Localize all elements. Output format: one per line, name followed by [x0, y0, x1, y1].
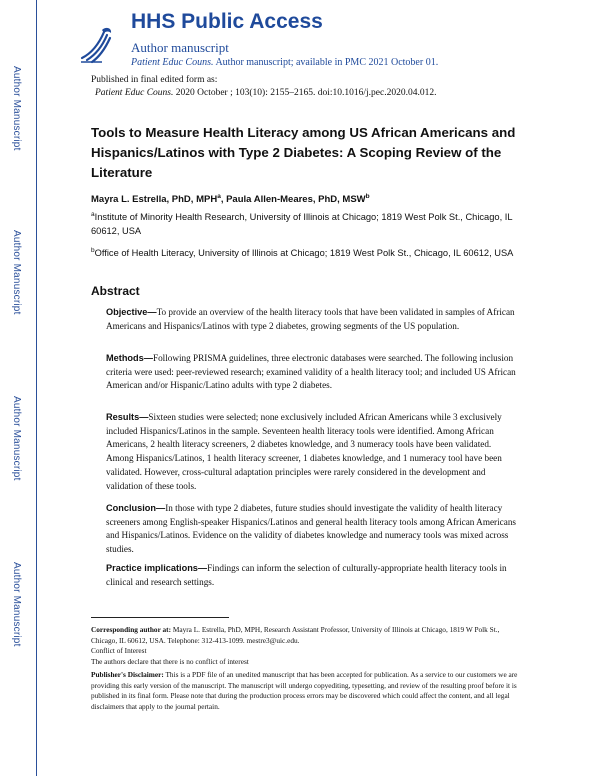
author-separator: ,: [220, 194, 227, 205]
objective-heading: Objective—: [106, 307, 157, 317]
corresponding-author-footnote: [91, 625, 521, 646]
affiliation-b-mark: b: [91, 246, 95, 254]
affiliation-a-mark: a: [91, 210, 95, 218]
affiliation-b-text: Office of Health Literacy, University of Illinois at Chicago; 1819 West Polk St., Chicago, IL 60612, USA: [94, 248, 514, 258]
hhs-eagle-logo-icon: [78, 24, 114, 64]
author-2-affil-mark: b: [365, 192, 370, 200]
citation: [95, 88, 436, 98]
results-text: Sixteen studies were selected; none exclusively included African Americans while 3 exclusively included Hispanics/Latinos in the sample. Seventeen health literacy tools were identified. Among African Americans, 2 health literacy screeners, 2 diabetes knowledge, and 3 numeracy tools have been validated. Among Hispanics/Latinos, 1 health literacy screener, 1 diabetes knowledge, and 1 numeracy tool have been validated. However, cross-cultural adaptation principles were rarely considered in the development and validation of these tools.: [106, 412, 502, 491]
sidebar-divider: [36, 0, 37, 776]
sidebar-label-3: Author Manuscript: [11, 396, 22, 481]
availability-line: [131, 57, 438, 68]
author-1: Mayra L. Estrella, PhD, MPH: [91, 194, 218, 205]
publisher-disclaimer-label: Publisher's Disclaimer:: [91, 670, 164, 679]
journal-abbrev: Patient Educ Couns.: [131, 57, 214, 68]
conflict-of-interest-text: The authors declare that there is no conflict of interest: [91, 657, 249, 666]
publisher-disclaimer: [91, 670, 521, 712]
objective-text: To provide an overview of the health literacy tools that have been validated in samples of African Americans and Hispanics/Latinos with type 2 diabetes, growing segments of the US population.: [106, 307, 515, 331]
abstract-practice-implications: [106, 562, 516, 589]
affiliation-a-text: Institute of Minority Health Research, University of Illinois at Chicago; 1819 West Polk St., Chicago, IL 60612, USA: [91, 212, 513, 236]
article-title: Tools to Measure Health Literacy among US African Americans and Hispanics/Latinos with Type 2 Diabetes: A Scoping Review of the Literature: [91, 125, 516, 180]
author-manuscript-subtitle: Author manuscript: [131, 40, 229, 55]
corresponding-author-label: Corresponding author at:: [91, 625, 172, 634]
hhs-public-access-title: HHS Public Access: [131, 10, 323, 33]
abstract-methods: [106, 352, 516, 393]
availability-text: Author manuscript; available in PMC 2021 October 01.: [215, 57, 439, 68]
published-label: Published in final edited form as:: [91, 75, 218, 85]
author-1-affil-mark: a: [217, 192, 221, 200]
author-list: [91, 194, 370, 205]
practice-implications-heading: Practice implications—: [106, 563, 208, 573]
citation-journal: Patient Educ Couns.: [95, 88, 174, 98]
methods-heading: Methods—: [106, 353, 153, 363]
sidebar-label-2: Author Manuscript: [11, 230, 22, 315]
sidebar-label-1: Author Manuscript: [11, 66, 22, 151]
practice-implications-text: Findings can inform the selection of culturally-appropriate health literacy tools in clinical and research settings.: [106, 563, 507, 587]
citation-details: 2020 October ; 103(10): 2155–2165. doi:10.1016/j.pec.2020.04.012.: [175, 88, 437, 98]
conclusion-heading: Conclusion—: [106, 503, 166, 513]
author-2: Paula Allen-Meares, PhD, MSW: [226, 194, 366, 205]
affiliation-a: [91, 210, 521, 238]
publisher-disclaimer-text: This is a PDF file of an unedited manuscript that has been accepted for publication. As a service to our customers we are providing this early version of the manuscript. The manuscript will undergo copyediting, typesetting, and review of the resulting proof before it is published in its final form. Please note that during the production process errors may be discovered which could affect the content, and all legal disclaimers that apply to the journal pertain.: [91, 670, 518, 711]
conclusion-text: In those with type 2 diabetes, future studies should investigate the validity of health literacy screeners among English-speaker Hispanics/Latinos and general health literacy tools among African Americans and Hispanics/Latinos. Evidence on the validity of diabetes knowledge and numeracy tools was mixed across studies.: [106, 503, 516, 555]
sidebar-label-4: Author Manuscript: [11, 562, 22, 647]
methods-text: Following PRISMA guidelines, three electronic databases were searched. The following inclusion criteria were used: peer-reviewed research; examined validity of a health literacy tool; and included US African American and/or Hispanic/Latino adults with type 2 diabetes.: [106, 353, 516, 391]
conflict-of-interest-label: Conflict of Interest: [91, 646, 147, 655]
corresponding-author-text: Mayra L. Estrella, PhD, MPH, Research Assistant Professor, University of Illinois at Chicago, 1819 W Polk St., Chicago, IL 60612, USA. Telephone: 312-413-1099. mestre3@uic.edu.: [91, 625, 500, 645]
footnote-rule: [91, 617, 229, 618]
affiliation-b: [91, 246, 521, 260]
abstract-results: [106, 411, 516, 493]
abstract-heading: Abstract: [91, 284, 140, 298]
abstract-objective: [106, 306, 516, 333]
abstract-conclusion: [106, 502, 516, 557]
results-heading: Results—: [106, 412, 149, 422]
